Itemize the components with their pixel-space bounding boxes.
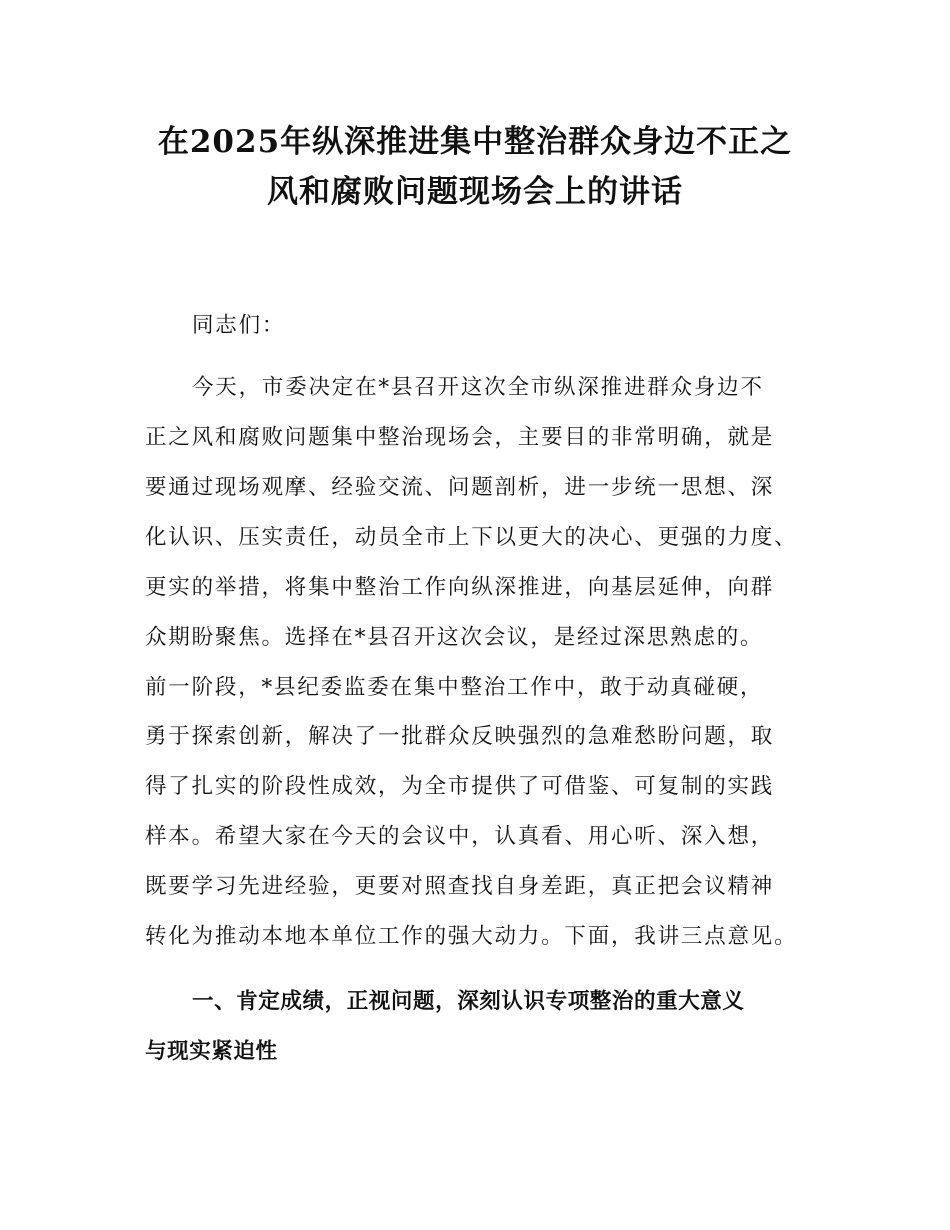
paragraph-line: 正之风和腐败问题集中整治现场会，主要目的非常明确，就是 [145, 425, 775, 450]
section-heading-line-1: 一、肯定成绩，正视问题，深刻认识专项整治的重大意义 [192, 989, 745, 1014]
paragraph-line: 样本。希望大家在今天的会议中，认真看、用心听、深入想， [145, 824, 775, 849]
paragraph-line: 勇于探索创新，解决了一批群众反映强烈的急难愁盼问题，取 [145, 724, 775, 749]
paragraph-line: 得了扎实的阶段性成效，为全市提供了可借鉴、可复制的实践 [145, 774, 775, 799]
paragraph-line: 众期盼聚焦。选择在*县召开这次会议，是经过深思熟虑的。 [145, 625, 764, 650]
paragraph-line: 更实的举措，将集中整治工作向纵深推进，向基层延伸，向群 [145, 575, 775, 600]
document-title-line-1: 在2025年纵深推进集中整治群众身边不正之 [157, 124, 793, 160]
paragraph-line: 今天，市委决定在*县召开这次全市纵深推进群众身边不 [192, 375, 764, 400]
paragraph-line: 化认识、压实责任，动员全市上下以更大的决心、更强的力度、 [145, 525, 798, 550]
paragraph-line: 要通过现场观摩、经验交流、问题剖析，进一步统一思想、深 [145, 475, 775, 500]
paragraph-line: 前一阶段，*县纪委监委在集中整治工作中，敢于动真碰硬， [145, 675, 764, 700]
salutation: 同志们： [192, 313, 286, 338]
paragraph-line: 既要学习先进经验，更要对照查找自身差距，真正把会议精神 [145, 874, 775, 899]
document-title-line-2: 风和腐败问题现场会上的讲话 [267, 174, 683, 210]
paragraph-line: 转化为推动本地本单位工作的强大动力。下面，我讲三点意见。 [145, 924, 798, 949]
section-heading-line-2: 与现实紧迫性 [145, 1039, 278, 1064]
